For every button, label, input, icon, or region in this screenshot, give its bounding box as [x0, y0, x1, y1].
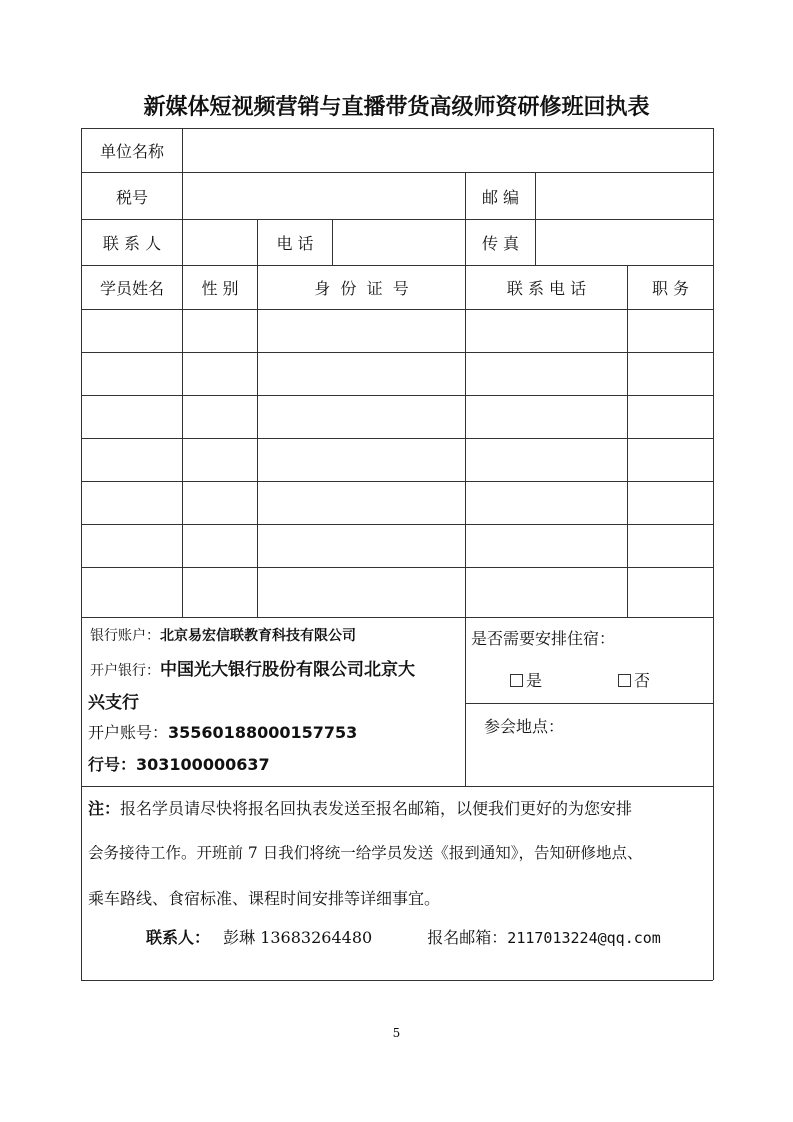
email-label: 报名邮箱： — [427, 928, 508, 947]
id-number-cell[interactable] — [258, 525, 465, 567]
contact-phone-cell[interactable] — [466, 396, 627, 438]
student-name-cell[interactable] — [82, 439, 182, 481]
tax-id-label: 税号 — [115, 187, 148, 207]
row-divider — [81, 786, 713, 787]
id-number-cell[interactable] — [258, 396, 465, 438]
contact-phone-cell[interactable] — [466, 353, 627, 395]
account-number-line — [88, 720, 357, 743]
bank-name-label: 开户银行： — [90, 663, 160, 679]
contact-label: 联 系 人 — [102, 234, 162, 253]
note-prefix: 注： — [88, 799, 121, 818]
position-cell[interactable] — [628, 353, 713, 395]
lodging-question: 是否需要安排住宿： — [471, 629, 616, 648]
fax-label: 传 真 — [481, 234, 520, 253]
tax-id-field[interactable] — [183, 173, 465, 219]
gender-cell[interactable] — [183, 525, 257, 567]
student-name-cell[interactable] — [82, 310, 182, 352]
account-number-value: 35560188000157753 — [168, 723, 358, 742]
contact-phone-cell[interactable] — [466, 525, 627, 567]
page-number: 5 — [392, 1026, 401, 1040]
gender-cell[interactable] — [183, 310, 257, 352]
header-contact-phone: 联 系 电 话 — [506, 279, 587, 298]
unit-name-label: 单位名称 — [99, 142, 164, 161]
email-value[interactable]: 2117013224@qq.com — [507, 929, 661, 947]
position-cell[interactable] — [628, 396, 713, 438]
id-number-cell[interactable] — [258, 439, 465, 481]
postcode-field[interactable] — [536, 173, 713, 219]
id-number-cell[interactable] — [258, 310, 465, 352]
gender-cell[interactable] — [183, 568, 257, 617]
id-number-cell[interactable] — [258, 568, 465, 617]
bank-code-value: 303100000637 — [136, 755, 270, 774]
bank-name-line — [90, 655, 415, 680]
row-divider — [81, 617, 713, 618]
venue-label: 参会地点： — [484, 717, 565, 736]
note-line-1 — [88, 796, 632, 819]
bank-account-value: 北京易宏信联教育科技有限公司 — [160, 628, 356, 644]
header-gender: 性 别 — [201, 279, 239, 298]
fax-field[interactable] — [536, 220, 713, 265]
bank-code-line — [88, 752, 270, 775]
bank-code-label: 行号： — [88, 755, 137, 774]
lodging-no-label: 否 — [634, 671, 651, 690]
bank-account-label: 银行账户： — [90, 628, 160, 644]
table-border-bottom — [81, 980, 713, 981]
venue-field[interactable] — [466, 740, 713, 785]
lodging-yes-checkbox[interactable] — [510, 674, 523, 687]
gender-cell[interactable] — [183, 439, 257, 481]
note-line-3: 乘车路线、食宿标准、课程时间安排等详细事宜。 — [88, 889, 441, 908]
position-cell[interactable] — [628, 525, 713, 567]
id-number-cell[interactable] — [258, 482, 465, 524]
postcode-label: 邮 编 — [481, 187, 520, 207]
lodging-no-checkbox[interactable] — [618, 674, 631, 687]
header-id-number: 身 份 证 号 — [314, 279, 409, 298]
student-name-cell[interactable] — [82, 525, 182, 567]
lodging-yes-option[interactable] — [510, 668, 542, 691]
position-cell[interactable] — [628, 482, 713, 524]
note-text-1: 报名学员请尽快将报名回执表发送至报名邮箱，以便我们更好的为您安排 — [120, 799, 633, 818]
gender-cell[interactable] — [183, 396, 257, 438]
bank-name-value-2: 兴支行 — [88, 693, 139, 713]
form-title: 新媒体短视频营销与直播带货高级师资研修班回执表 — [143, 95, 650, 120]
gender-cell[interactable] — [183, 353, 257, 395]
student-name-cell[interactable] — [82, 482, 182, 524]
phone-label: 电 话 — [276, 234, 314, 253]
bank-name-value-1: 中国光大银行股份有限公司北京大 — [160, 660, 415, 680]
contact-phone-cell[interactable] — [466, 439, 627, 481]
position-cell[interactable] — [628, 439, 713, 481]
student-name-cell[interactable] — [82, 568, 182, 617]
student-name-cell[interactable] — [82, 396, 182, 438]
lodging-no-option[interactable] — [618, 668, 650, 691]
unit-name-field[interactable] — [183, 129, 713, 172]
contact-info-line — [146, 925, 661, 948]
contact-person-label: 联系人： — [146, 928, 211, 947]
header-position: 职 务 — [651, 279, 690, 298]
contact-person-value: 彭琳 13683264480 — [223, 928, 373, 947]
position-cell[interactable] — [628, 568, 713, 617]
gender-cell[interactable] — [183, 482, 257, 524]
header-student-name: 学员姓名 — [99, 279, 164, 298]
lodging-yes-label: 是 — [526, 671, 543, 690]
position-cell[interactable] — [628, 310, 713, 352]
contact-field[interactable] — [183, 220, 257, 265]
table-border-right — [713, 128, 714, 980]
bank-name-line-2 — [88, 688, 139, 713]
contact-phone-cell[interactable] — [466, 568, 627, 617]
contact-phone-cell[interactable] — [466, 310, 627, 352]
row-divider — [465, 703, 713, 704]
note-line-2: 会务接待工作。开班前 7 日我们将统一给学员发送《报到通知》，告知研修地点、 — [88, 844, 643, 862]
account-number-label: 开户账号： — [88, 723, 169, 742]
contact-phone-cell[interactable] — [466, 482, 627, 524]
id-number-cell[interactable] — [258, 353, 465, 395]
bank-account-line — [90, 625, 356, 645]
student-name-cell[interactable] — [82, 353, 182, 395]
phone-field[interactable] — [333, 220, 465, 265]
